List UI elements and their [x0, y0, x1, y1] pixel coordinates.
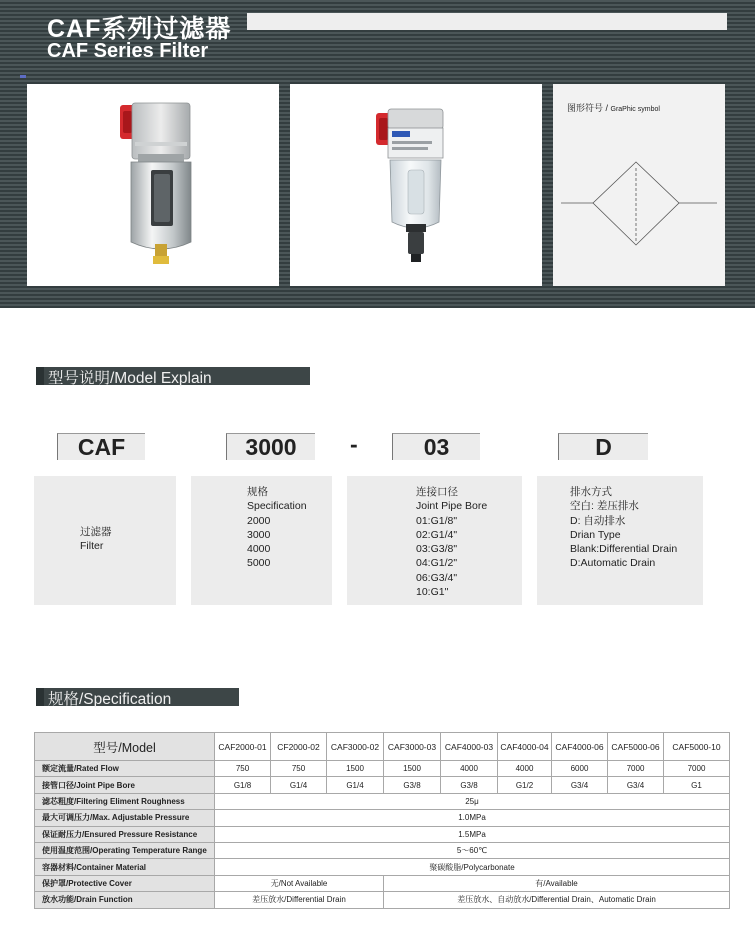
row-label: 接管口径/Joint Pipe Bore — [35, 777, 215, 793]
row-label: 保护罩/Protective Cover — [35, 875, 215, 891]
explain-line: Blank:Differential Drain — [570, 543, 678, 556]
table-cell: 4000 — [441, 761, 498, 777]
explain-line: 2000 — [247, 514, 271, 527]
model-code-text: 03 — [423, 434, 450, 460]
explain-line: Joint Pipe Bore — [416, 500, 488, 513]
explain-line: Filter — [80, 540, 104, 553]
model-code-series — [57, 433, 145, 460]
table-header-row — [35, 733, 730, 761]
section-header-specification — [36, 688, 239, 706]
table-cell: 7000 — [608, 761, 664, 777]
explain-line: 02:G1/4" — [416, 528, 458, 541]
table-header-cell: CAF3000-03 — [384, 733, 441, 761]
table-cell: 750 — [271, 761, 327, 777]
table-cell: 差压放水/Differential Drain — [215, 892, 384, 908]
graphic-symbol-caption-cn: 图形符号 / — [567, 103, 611, 113]
explain-line: Drian Type — [570, 528, 621, 541]
explain-line: 03:G3/8" — [416, 543, 458, 556]
table-cell: 1500 — [384, 761, 441, 777]
table-cell: G3/4 — [552, 777, 608, 793]
filter-clear-bowl-icon — [290, 84, 542, 286]
model-code-drain — [558, 433, 648, 460]
product-photo-metal-bowl — [27, 84, 279, 286]
explain-line: 空白: 差压排水 — [570, 500, 639, 513]
explain-box-drain-type — [537, 476, 703, 605]
table-cell: G1/4 — [327, 777, 384, 793]
table-cell: 有/Available — [384, 875, 730, 891]
explain-line: 10:G1" — [416, 586, 449, 599]
table-header-cell: CAF4000-04 — [498, 733, 552, 761]
table-cell: G1/2 — [498, 777, 552, 793]
section-title-model-explain: 型号说明/Model Explain — [48, 370, 212, 387]
model-code-dash: - — [350, 431, 358, 457]
filter-symbol-icon — [553, 84, 725, 286]
table-row — [35, 826, 730, 842]
table-cell: 7000 — [664, 761, 730, 777]
table-row — [35, 793, 730, 809]
table-row — [35, 892, 730, 908]
table-header-cell: CAF5000-06 — [608, 733, 664, 761]
table-header-cell: CAF3000-02 — [327, 733, 384, 761]
table-cell: G3/8 — [384, 777, 441, 793]
section-header-model-explain — [36, 367, 310, 385]
table-row — [35, 842, 730, 858]
explain-line: 规格 — [247, 486, 268, 498]
table-cell: 5～60℃ — [215, 842, 730, 858]
table-row — [35, 875, 730, 891]
table-cell: G1/8 — [215, 777, 271, 793]
graphic-symbol-caption-en: GraPhic symbol — [610, 106, 660, 113]
row-label: 使用温度范围/Operating Temperature Range — [35, 842, 215, 858]
decor-mark — [20, 75, 26, 78]
title-decor-bar — [247, 13, 727, 30]
explain-line: D:Automatic Drain — [570, 557, 656, 570]
explain-line: 5000 — [247, 557, 271, 570]
product-photo-clear-bowl — [290, 84, 542, 286]
page-title-cn: CAF系列过滤器 — [47, 15, 232, 43]
explain-line: 过滤器 — [80, 526, 112, 538]
filter-metal-bowl-icon — [27, 84, 279, 286]
table-cell: 1500 — [327, 761, 384, 777]
model-code-port — [392, 433, 480, 460]
row-label: 额定流量/Rated Flow — [35, 761, 215, 777]
explain-line: 4000 — [247, 543, 271, 556]
specification-table — [34, 732, 730, 909]
table-cell: 无/Not Available — [215, 875, 384, 891]
table-cell: G3/4 — [608, 777, 664, 793]
table-header-cell: CAF2000-01 — [215, 733, 271, 761]
table-header-cell: CAF4000-06 — [552, 733, 608, 761]
table-header-cell: CAF5000-10 — [664, 733, 730, 761]
table-cell: G1 — [664, 777, 730, 793]
table-cell: 差压放水、自动放水/Differential Drain、Automatic Drain — [384, 892, 730, 908]
explain-box-specification — [191, 476, 332, 605]
explain-box-filter — [34, 476, 176, 605]
model-code-text: D — [595, 434, 612, 460]
section-title-specification: 规格/Specification — [48, 691, 172, 708]
table-row — [35, 810, 730, 826]
explain-line: 04:G1/2" — [416, 557, 458, 570]
table-cell: G3/8 — [441, 777, 498, 793]
model-code-text: 3000 — [245, 434, 297, 460]
explain-line: 排水方式 — [570, 486, 612, 498]
explain-line: 3000 — [247, 528, 271, 541]
header-band — [0, 0, 755, 308]
table-cell: 750 — [215, 761, 271, 777]
table-cell: 6000 — [552, 761, 608, 777]
table-cell: 25μ — [215, 793, 730, 809]
explain-line: 06:G3/4" — [416, 571, 458, 584]
explain-box-pipe-bore — [347, 476, 522, 605]
table-cell: G1/4 — [271, 777, 327, 793]
page-title-en: CAF Series Filter — [47, 40, 209, 62]
table-header-model: 型号/Model — [35, 733, 215, 761]
table-cell: 1.5MPa — [215, 826, 730, 842]
table-row — [35, 777, 730, 793]
explain-line: Specification — [247, 500, 307, 513]
row-label: 保证耐压力/Ensured Pressure Resistance — [35, 826, 215, 842]
row-label: 放水功能/Drain Function — [35, 892, 215, 908]
table-cell: 1.0MPa — [215, 810, 730, 826]
explain-line: 01:G1/8" — [416, 514, 458, 527]
row-label: 容器材料/Container Material — [35, 859, 215, 875]
table-row — [35, 859, 730, 875]
row-label: 滤芯粗度/Filtering Eliment Roughness — [35, 793, 215, 809]
table-row — [35, 761, 730, 777]
explain-line: D: 自动排水 — [570, 514, 626, 527]
table-header-cell: CF2000-02 — [271, 733, 327, 761]
explain-line: 连接口径 — [416, 486, 458, 498]
model-code-spec — [226, 433, 315, 460]
table-cell: 4000 — [498, 761, 552, 777]
model-code-text: CAF — [77, 434, 126, 460]
row-label: 最大可调压力/Max. Adjustable Pressure — [35, 810, 215, 826]
table-cell: 聚碳酸脂/Polycarbonate — [215, 859, 730, 875]
table-header-cell: CAF4000-03 — [441, 733, 498, 761]
graphic-symbol-panel — [553, 84, 725, 286]
